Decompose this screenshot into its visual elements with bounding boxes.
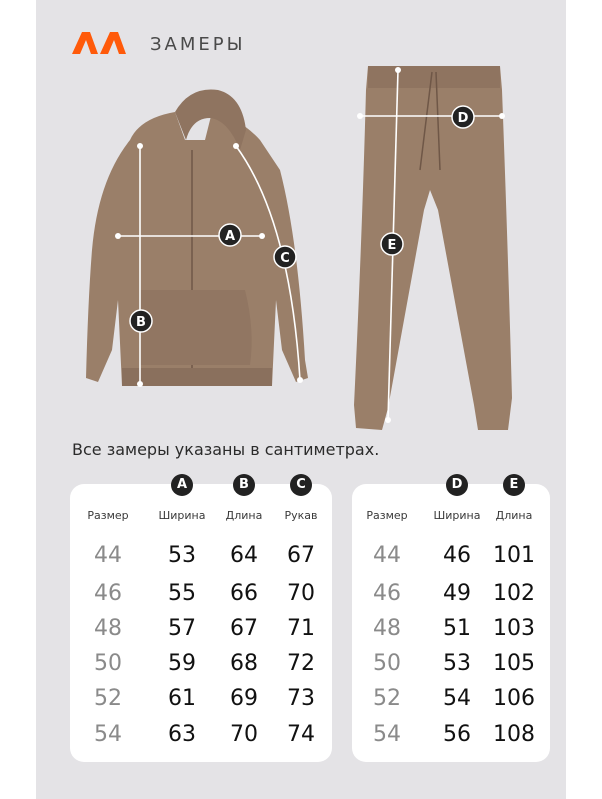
svg-text:B: B xyxy=(136,315,146,330)
sleeve-value: 74 xyxy=(287,722,315,747)
column-header-length: Длина xyxy=(225,509,263,522)
marker-d xyxy=(452,106,474,128)
sleeve-value: 72 xyxy=(287,651,315,676)
svg-text:A: A xyxy=(224,229,236,244)
marker-e xyxy=(381,233,403,255)
units-note: Все замеры указаны в сантиметрах. xyxy=(72,440,380,459)
length-value: 66 xyxy=(230,581,258,606)
length-value: 70 xyxy=(230,722,258,747)
size-value: 54 xyxy=(94,722,122,747)
length-value: 64 xyxy=(230,543,258,568)
size-value: 48 xyxy=(94,616,122,641)
size-value: 50 xyxy=(94,651,122,676)
pants-illustration xyxy=(354,66,512,430)
width-value: 49 xyxy=(443,581,471,606)
svg-text:C: C xyxy=(280,251,290,266)
length-value: 101 xyxy=(493,543,535,568)
width-value: 51 xyxy=(443,616,471,641)
sleeve-value: 70 xyxy=(287,581,315,606)
width-value: 55 xyxy=(168,581,196,606)
svg-text:E: E xyxy=(387,238,397,253)
badge-b: B xyxy=(233,474,255,496)
size-value: 52 xyxy=(373,686,401,711)
badge-e: E xyxy=(503,474,525,496)
badge-c: C xyxy=(290,474,312,496)
marker-a xyxy=(219,224,241,246)
marker-c xyxy=(274,246,296,268)
column-header-width: Ширина xyxy=(433,509,481,522)
size-value: 44 xyxy=(373,543,401,568)
length-value: 106 xyxy=(493,686,535,711)
column-header-length: Длина xyxy=(495,509,533,522)
width-value: 56 xyxy=(443,722,471,747)
width-value: 54 xyxy=(443,686,471,711)
length-value: 108 xyxy=(493,722,535,747)
size-value: 50 xyxy=(373,651,401,676)
page-title: ЗАМЕРЫ xyxy=(150,34,246,55)
column-header-size: Размер xyxy=(366,509,408,522)
size-value: 46 xyxy=(373,581,401,606)
length-value: 67 xyxy=(230,616,258,641)
width-value: 57 xyxy=(168,616,196,641)
sleeve-value: 67 xyxy=(287,543,315,568)
svg-text:D: D xyxy=(457,111,469,126)
width-value: 53 xyxy=(443,651,471,676)
size-value: 44 xyxy=(94,543,122,568)
marker-b xyxy=(130,310,152,332)
length-value: 105 xyxy=(493,651,535,676)
size-value: 46 xyxy=(94,581,122,606)
badge-d: D xyxy=(446,474,468,496)
sleeve-value: 73 xyxy=(287,686,315,711)
width-value: 63 xyxy=(168,722,196,747)
size-value: 52 xyxy=(94,686,122,711)
width-value: 61 xyxy=(168,686,196,711)
column-header-sleeve: Рукав xyxy=(284,509,318,522)
length-value: 103 xyxy=(493,616,535,641)
width-value: 46 xyxy=(443,543,471,568)
length-value: 68 xyxy=(230,651,258,676)
width-value: 59 xyxy=(168,651,196,676)
width-value: 53 xyxy=(168,543,196,568)
badge-a: A xyxy=(171,474,193,496)
column-header-size: Размер xyxy=(87,509,129,522)
size-value: 48 xyxy=(373,616,401,641)
sleeve-value: 71 xyxy=(287,616,315,641)
length-value: 69 xyxy=(230,686,258,711)
length-value: 102 xyxy=(493,581,535,606)
column-header-width: Ширина xyxy=(158,509,206,522)
size-value: 54 xyxy=(373,722,401,747)
